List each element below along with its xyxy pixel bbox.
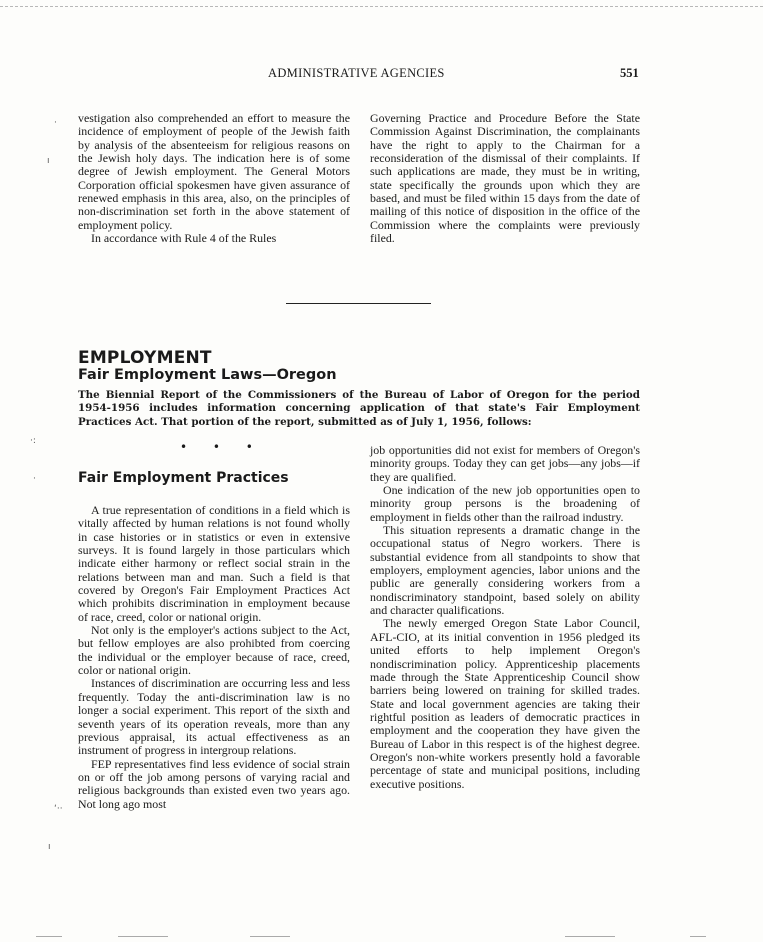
paragraph: In accordance with Rule 4 of the Rules — [91, 231, 277, 246]
paragraph: This situation represents a dramatic change in the occupational status of Negro workers. There is substantial evidence from all standpoints to show that employers, employment agencies, labor unions and the public are generally considering workers from a nondiscriminatory standpoint, based solely on ability and character qualifications. — [370, 523, 640, 618]
ellipsis-separator: • • • — [180, 440, 264, 454]
margin-mark: · — [54, 118, 57, 128]
intro-paragraph: The Biennial Report of the Commissioners of the Bureau of Labor of Oregon for the period 1954-1956 includes information concerning application of that state's Fair Employment Practices Act. That portion of the report, submitted as of July 1, 1956, follows: — [78, 389, 640, 428]
scan-artifact — [36, 936, 62, 937]
bottom-right-column — [370, 444, 640, 791]
paragraph: Governing Practice and Procedure Before the State Commission Against Discrimination, the complainants have the right to apply to the Chairman for a reconsideration of the dismissal of their complaints. If such applications are made, they must be in writing, state specifically the grounds upon which they are based, and must be filed within 15 days from the date of mailing of this notice of disposition in the office of the Commission where the complaints were previously filed. — [370, 111, 640, 246]
section-subtitle: Fair Employment Laws—Oregon — [78, 367, 337, 383]
top-right-column — [370, 112, 640, 245]
scan-artifact — [250, 936, 290, 937]
paragraph: One indication of the new job opportunities open to minority group persons is the broadening of employment in fields other than the railroad industry. — [370, 483, 640, 524]
margin-mark: ı — [47, 156, 50, 166]
running-head: ADMINISTRATIVE AGENCIES — [268, 66, 445, 80]
paragraph: A true representation of conditions in a field which is vitally affected by human relations is not found wholly in case histories or in statistics or even in extensive surveys. It is found largely in those particulars which indicate either harmony or reflect social strain in the relations between man and man. Such a field is that covered by Oregon's Fair Employment Practices Act which prohibits discrimination in employment because of race, creed, color or national origin. — [78, 503, 350, 624]
top-left-column — [78, 112, 350, 245]
section-divider — [286, 303, 431, 304]
paragraph: vestigation also comprehended an effort to measure the incidence of employment of people of the Jewish faith by analysis of the absenteeism for religious reasons on the Jewish holy days. The indication here is of some degree of Jewish employment. The General Motors Corporation official spokesmen have given assurance of renewed emphasis in this area, also, on the principles of non-discrimination set forth in the above statement of employment policy. — [78, 111, 350, 232]
paragraph: Instances of discrimination are occurring less and less frequently. Today the anti-discrimination law is no longer a social experiment. This report of the sixth and seventh years of its operation reveals, more than any previous appraisal, its actual effectiveness as an instrument of progress in intergroup relations. — [78, 676, 350, 758]
margin-mark: ·: — [30, 436, 36, 446]
top-dotted-border — [0, 6, 763, 7]
scan-artifact — [565, 936, 615, 937]
bottom-left-column — [78, 504, 350, 811]
section-title: EMPLOYMENT — [78, 348, 212, 368]
scan-artifact — [118, 936, 168, 937]
paragraph: The newly emerged Oregon State Labor Council, AFL-CIO, at its initial convention in 1956 pledged its united efforts to help implement Oregon's nondiscrimination policy. Apprenticeship placements made through the State Apprenticeship Council show barriers being lowered on training for skilled trades. State and local government agencies are taking their rightful position as leaders of democratic practices in employment and the cooperation they have given the Bureau of Labor in this respect is of the highest degree. Oregon's non-white workers presently hold a favorable percentage of state and municipal positions, including executive positions. — [370, 616, 640, 791]
margin-mark: ı — [48, 842, 51, 852]
paragraph: job opportunities did not exist for members of Oregon's minority groups. Today they can get jobs—any jobs—if they are qualified. — [370, 443, 640, 484]
paragraph: Not only is the employer's actions subject to the Act, but fellow employes are also prohibted from coercing the individual or the employer because of race, creed, color or national origin. — [78, 623, 350, 678]
margin-mark: · — [33, 474, 36, 484]
paragraph: FEP representatives find less evidence of social strain on or off the job among persons of varying racial and religious backgrounds than existed even two years ago. Not long ago most — [78, 756, 350, 811]
page-number: 551 — [620, 66, 639, 80]
column-heading: Fair Employment Practices — [78, 470, 289, 486]
scan-artifact — [690, 936, 706, 937]
margin-mark: ‘·· — [54, 804, 63, 814]
